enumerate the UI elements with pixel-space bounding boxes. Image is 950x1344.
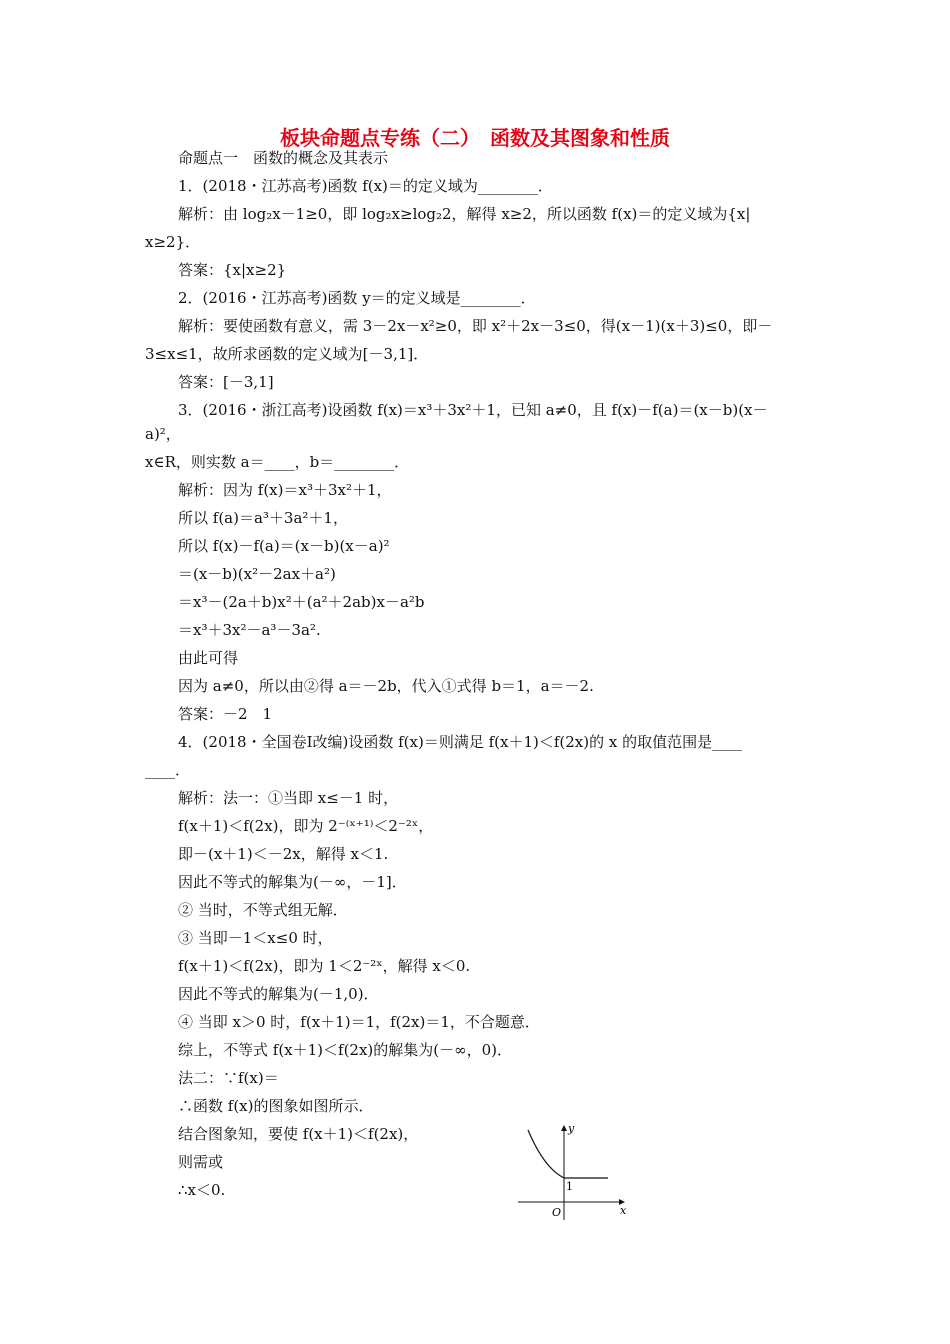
function-graph xyxy=(514,1120,634,1224)
solution-line: f(x＋1)＜f(2x)，即为 2⁻⁽ˣ⁺¹⁾＜2⁻²ˣ， xyxy=(178,817,434,835)
problem-1: 1．(2018・江苏高考)函数 f(x)＝的定义域为________． xyxy=(178,177,553,195)
y-axis-label: y xyxy=(568,1122,575,1135)
problem-line: a)²， xyxy=(145,425,181,443)
function-curve xyxy=(528,1130,608,1178)
solution-line: 由此可得 xyxy=(178,649,239,667)
solution-line: ＝x³－(2a＋b)x²＋(a²＋2ab)x－a²b xyxy=(178,593,425,611)
solution-line: ③ 当即－1＜x≤0 时， xyxy=(178,929,333,947)
problem-3: 3．(2016・浙江高考)设函数 f(x)＝x³＋3x²＋1，已知 a≠0，且 f(x)－f(a)＝(x－b)(x－ xyxy=(178,401,768,419)
value-one-label: 1 xyxy=(566,1180,573,1193)
solution-line: ＝(x－b)(x²－2ax＋a²) xyxy=(178,565,336,583)
solution-line: x≥2}． xyxy=(145,233,201,251)
solution-line: 3≤x≤1，故所求函数的定义域为[－3,1]． xyxy=(145,345,429,363)
solution-line: 解析：因为 f(x)＝x³＋3x²＋1， xyxy=(178,481,392,499)
x-axis-label: x xyxy=(620,1204,627,1217)
problem-2: 2．(2016・江苏高考)函数 y＝的定义域是________． xyxy=(178,289,536,307)
answer-2: 答案：[－3,1] xyxy=(178,373,274,391)
solution-line: 因此不等式的解集为(－1,0)． xyxy=(178,985,379,1003)
solution-line: 即－(x＋1)＜－2x，解得 x＜1. xyxy=(178,845,389,863)
solution-line: 所以 f(x)－f(a)＝(x－b)(x－a)² xyxy=(178,537,390,555)
solution-line: 所以 f(a)＝a³＋3a²＋1， xyxy=(178,509,348,527)
solution-line: ＝x³＋3x²－a³－3a². xyxy=(178,621,321,639)
solution-line: ∴函数 f(x)的图象如图所示． xyxy=(178,1097,374,1115)
solution-line: 解析：要使函数有意义，需 3－2x－x²≥0，即 x²＋2x－3≤0，得(x－1)(x＋3)≤0，即－ xyxy=(178,317,773,335)
solution-line: 综上，不等式 f(x＋1)＜f(2x)的解集为(－∞，0)． xyxy=(178,1041,513,1059)
solution-line: ④ 当即 x＞0 时，f(x＋1)＝1，f(2x)＝1，不合题意． xyxy=(178,1013,540,1031)
solution-line: 结合图象知，要使 f(x＋1)＜f(2x)， xyxy=(178,1125,419,1143)
solution-line: 则需或 xyxy=(178,1153,224,1171)
problem-line: ____． xyxy=(145,761,191,779)
problem-line: x∈R，则实数 a＝____，b＝________． xyxy=(145,453,410,471)
problem-4: 4．(2018・全国卷Ⅰ改编)设函数 f(x)＝则满足 f(x＋1)＜f(2x)的 x 的取值范围是____ xyxy=(178,733,743,751)
solution-line: 解析：由 log₂x－1≥0，即 log₂x≥log₂2，解得 x≥2，所以函数 f(x)＝的定义域为{x| xyxy=(178,205,751,223)
solution-line: 法二：∵f(x)＝ xyxy=(178,1069,279,1087)
solution-line: 解析：法一：①当即 x≤－1 时， xyxy=(178,789,399,807)
answer-1: 答案：{x|x≥2} xyxy=(178,261,287,279)
solution-line: 因此不等式的解集为(－∞，－1]． xyxy=(178,873,407,891)
answer-3: 答案：－2 1 xyxy=(178,705,273,723)
section-heading: 命题点一 函数的概念及其表示 xyxy=(178,149,389,167)
solution-line: 因为 a≠0，所以由②得 a＝－2b，代入①式得 b＝1，a＝－2. xyxy=(178,677,594,695)
origin-label: O xyxy=(552,1206,562,1219)
solution-line: ∴x＜0. xyxy=(178,1181,226,1199)
page-title: 板块命题点专练（二） 函数及其图象和性质 xyxy=(280,126,670,150)
solution-line: ② 当时，不等式组无解． xyxy=(178,901,348,919)
solution-line: f(x＋1)＜f(2x)，即为 1＜2⁻²ˣ，解得 x＜0. xyxy=(178,957,471,975)
